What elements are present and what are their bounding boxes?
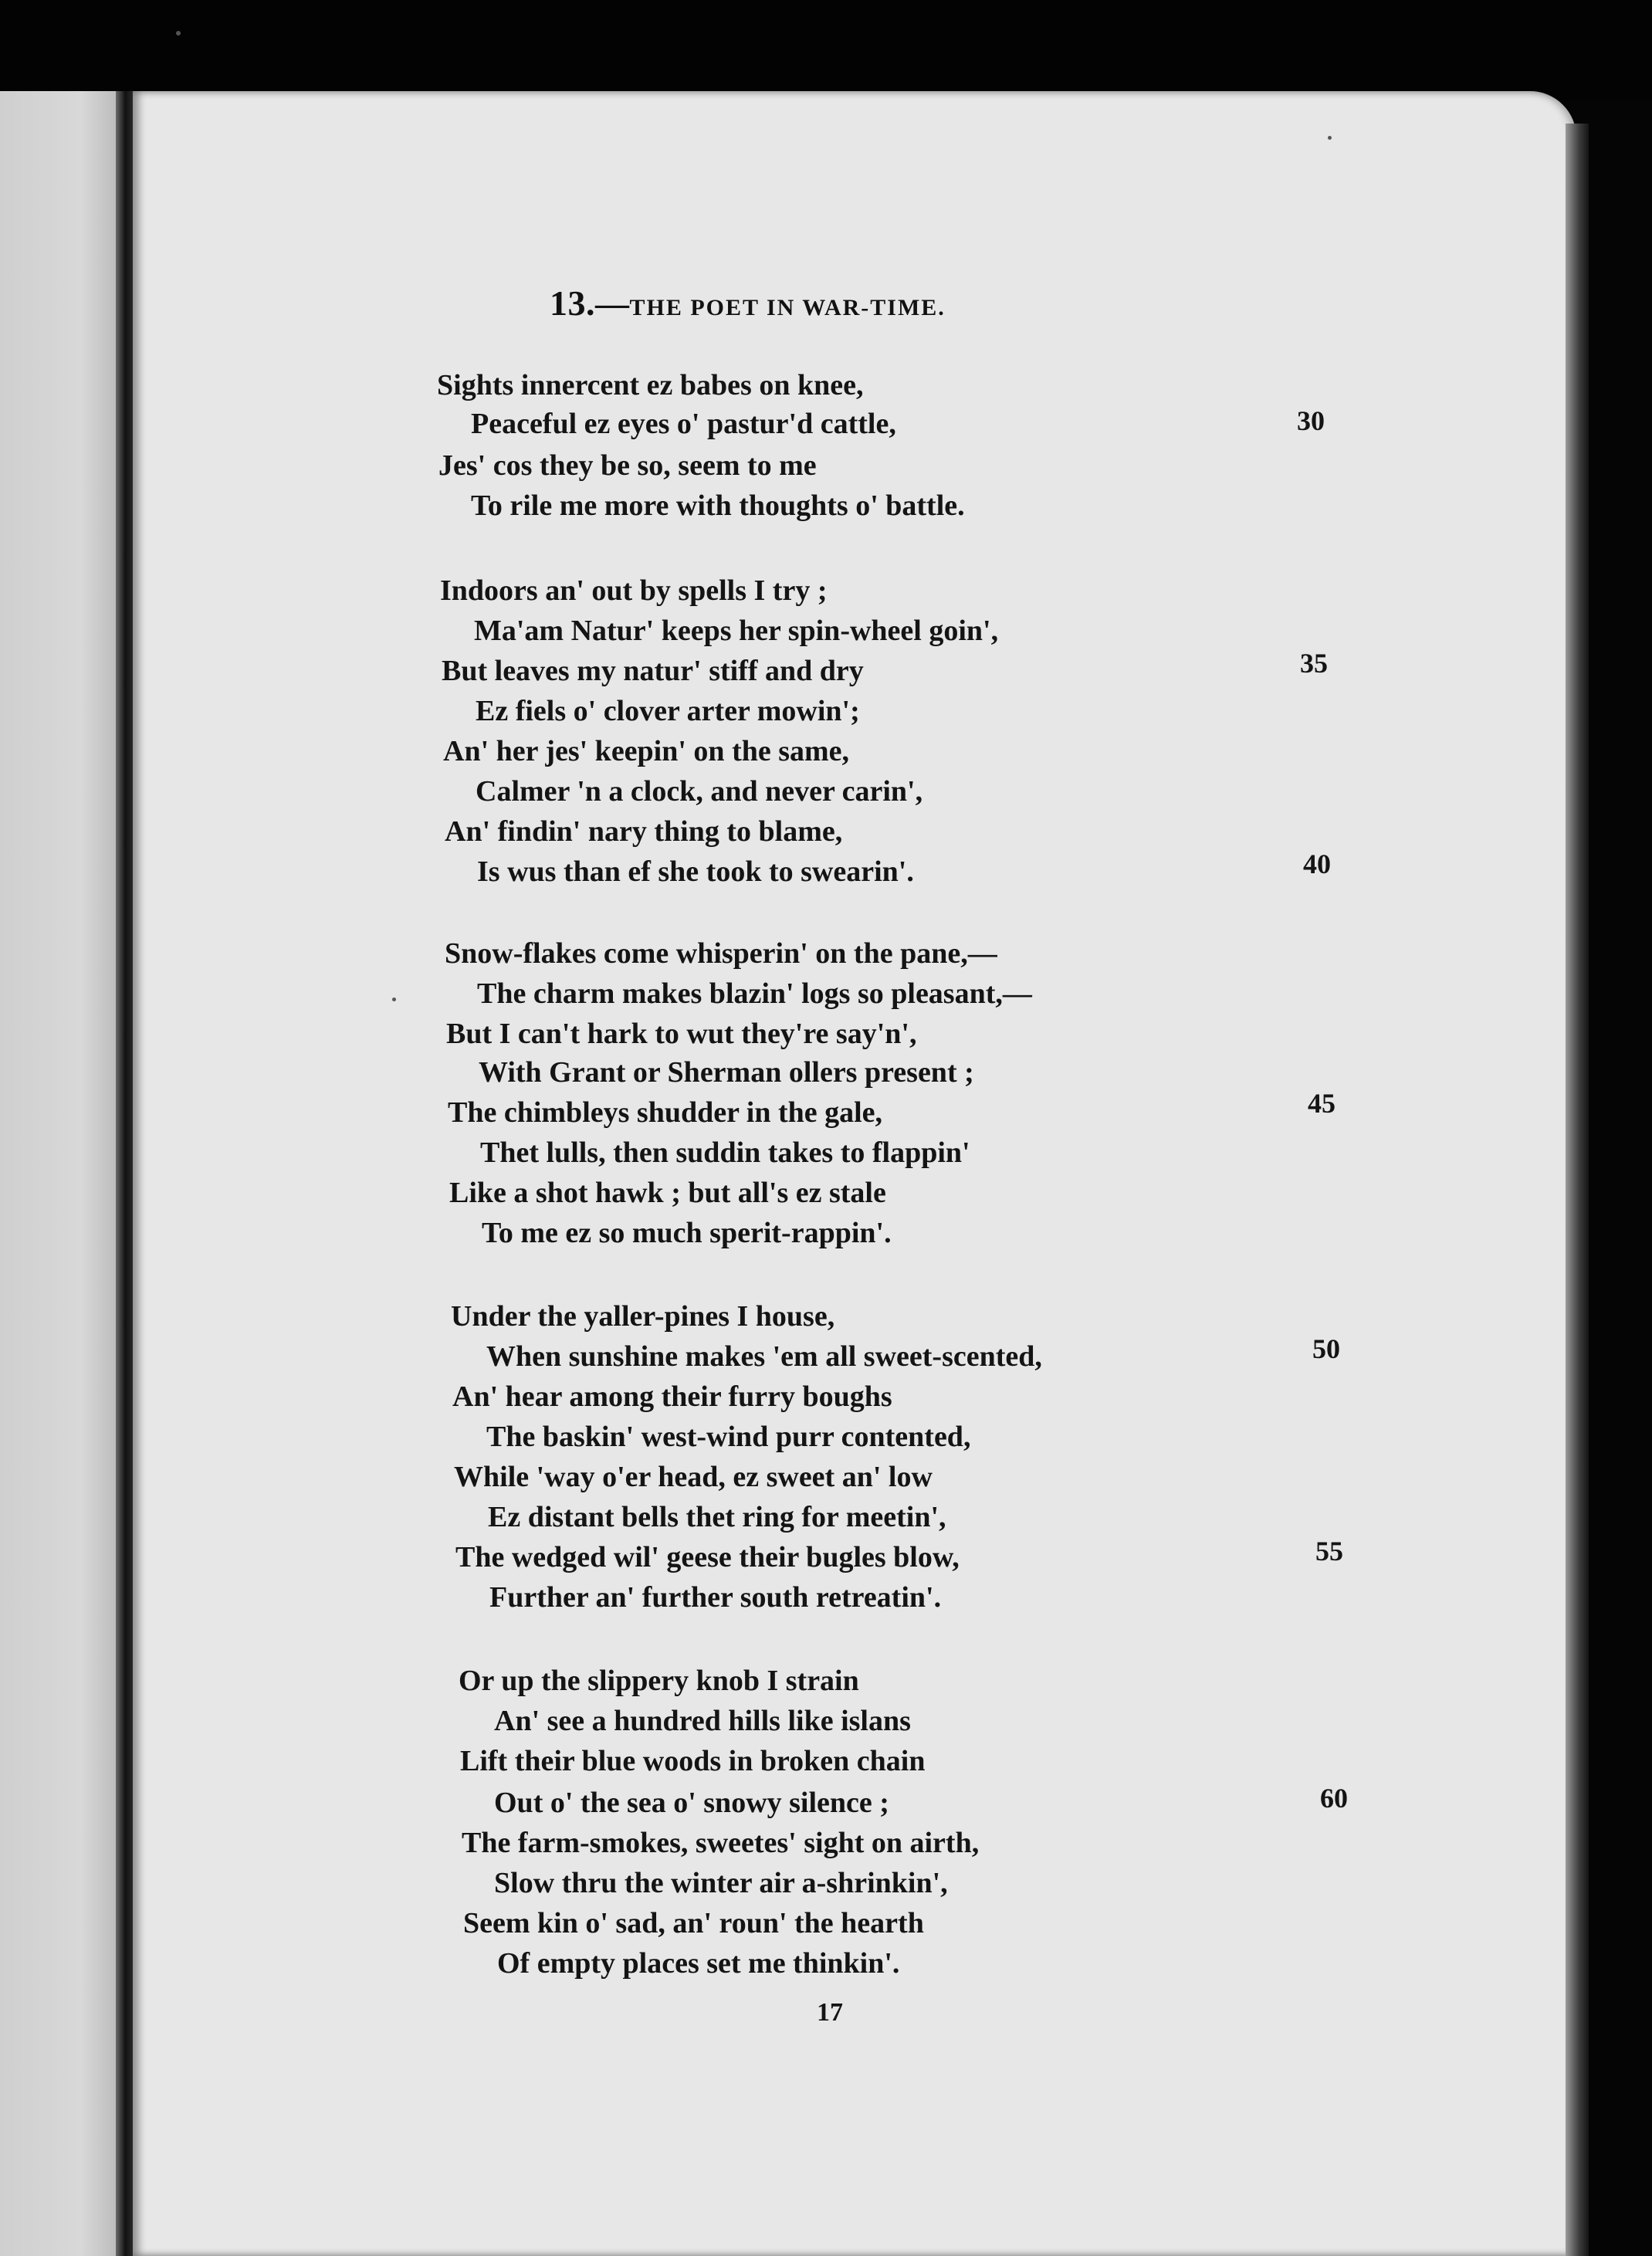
line-number: 40 [1303, 849, 1331, 879]
chapter-title: THE POET IN WAR-TIME. [629, 295, 946, 320]
poem-line: Ez fiels o' clover arter mowin'; [476, 695, 860, 727]
line-number: 35 [1300, 648, 1328, 679]
poem-line: Snow-flakes come whisperin' on the pane,— [445, 937, 997, 970]
poem-line: Or up the slippery knob I strain [459, 1665, 859, 1697]
header-dash: — [595, 285, 630, 323]
poem-line: While 'way o'er head, ez sweet an' low [454, 1461, 933, 1493]
poem-line: Like a shot hawk ; but all's ez stale [449, 1177, 886, 1209]
poem-line: Jes' cos they be so, seem to me [438, 449, 817, 482]
poem-line: The wedged wil' geese their bugles blow, [455, 1541, 960, 1573]
poem-line: Peaceful ez eyes o' pastur'd cattle, [471, 408, 896, 440]
line-number: 30 [1297, 405, 1325, 436]
poem-line: But I can't hark to wut they're say'n', [446, 1018, 917, 1050]
poem-line: Under the yaller-pines I house, [451, 1300, 835, 1333]
page-number: 17 [817, 1998, 843, 2027]
facing-page-edge [0, 91, 116, 2256]
poem-line: The baskin' west-wind purr contented, [486, 1421, 971, 1453]
poem-line: But leaves my natur' stiff and dry [442, 655, 864, 687]
page-fore-edge [1566, 124, 1589, 2256]
poem-line: Out o' the sea o' snowy silence ; [494, 1787, 889, 1819]
poem-line: Seem kin o' sad, an' roun' the hearth [463, 1907, 924, 1939]
poem-line: Slow thru the winter air a-shrinkin', [494, 1867, 948, 1899]
poem-line: The chimbleys shudder in the gale, [448, 1096, 883, 1129]
poem-line: Ma'am Natur' keeps her spin-wheel goin', [474, 615, 999, 647]
poem-line: The charm makes blazin' logs so pleasant,— [477, 977, 1032, 1010]
poem-line: An' her jes' keepin' on the same, [443, 735, 850, 767]
poem-line: An' see a hundred hills like islans [494, 1705, 911, 1737]
poem-line: To rile me more with thoughts o' battle. [471, 489, 965, 522]
poem-line: Lift their blue woods in broken chain [460, 1745, 926, 1777]
chapter-number: 13. [550, 283, 595, 323]
poem-line: An' findin' nary thing to blame, [445, 815, 843, 848]
line-number: 60 [1320, 1783, 1348, 1814]
poem-line: An' hear among their furry boughs [452, 1380, 892, 1413]
poem-line: Indoors an' out by spells I try ; [440, 574, 828, 607]
poem-line: To me ez so much sperit-rappin'. [482, 1217, 892, 1249]
poem-line: Is wus than ef she took to swearin'. [477, 855, 914, 888]
poem-line: Ez distant bells thet ring for meetin', [488, 1501, 946, 1533]
book-gutter [116, 91, 133, 2256]
line-number: 45 [1308, 1088, 1335, 1119]
scan-speck [1328, 136, 1332, 140]
poem-line: With Grant or Sherman ollers present ; [479, 1056, 974, 1089]
poem-line: Thet lulls, then suddin takes to flappin' [480, 1136, 970, 1169]
line-number: 55 [1315, 1536, 1343, 1567]
line-number: 50 [1312, 1333, 1340, 1364]
scan-speck [392, 998, 396, 1001]
poem-line: Of empty places set me thinkin'. [497, 1947, 900, 1980]
scan-top-margin [0, 0, 1652, 100]
poem-line: Further an' further south retreatin'. [489, 1581, 942, 1614]
poem-line: When sunshine makes 'em all sweet-scented, [486, 1340, 1042, 1373]
poem-line: The farm-smokes, sweetes' sight on airth, [462, 1827, 980, 1859]
running-header [550, 283, 946, 329]
poem-line: Calmer 'n a clock, and never carin', [476, 775, 923, 808]
poem-line: Sights innercent ez babes on knee, [437, 369, 864, 401]
scan-speck [176, 31, 181, 36]
